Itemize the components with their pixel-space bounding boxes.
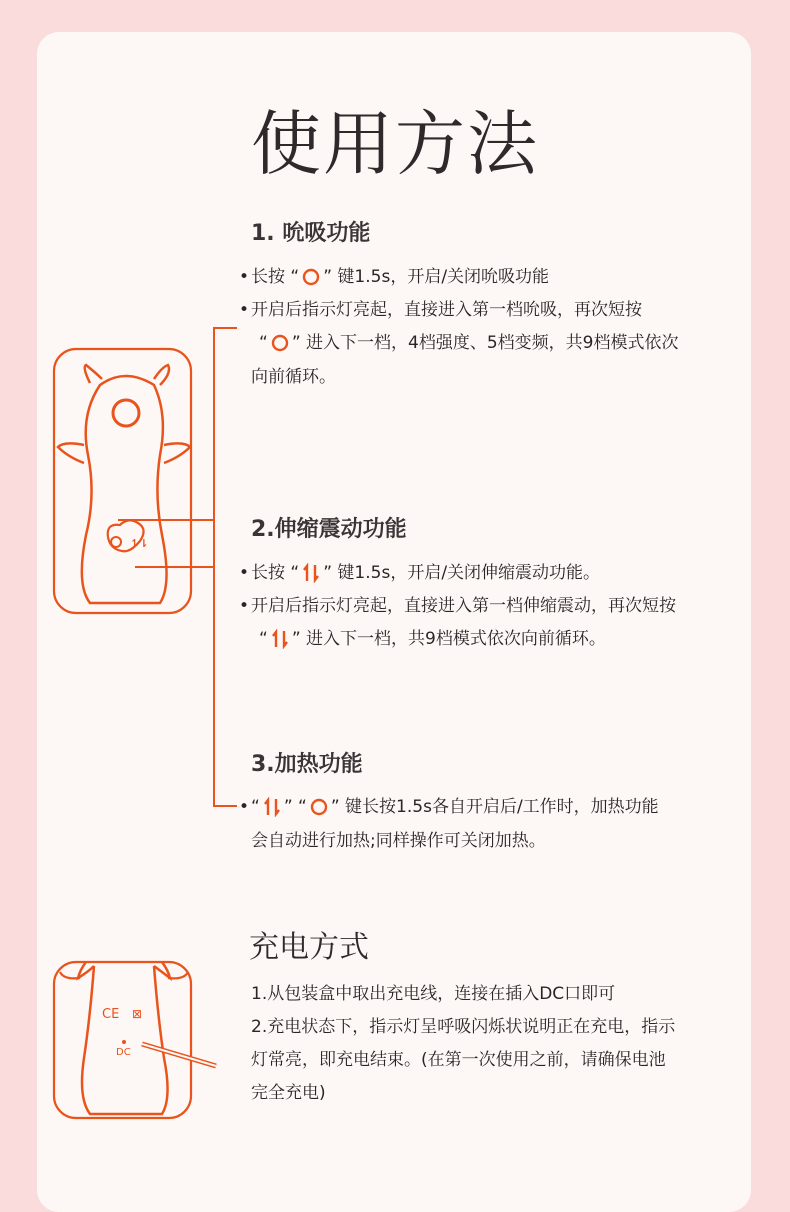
suction-line-1: • 长按 “ ” 键1.5s，开启/关闭吮吸功能 [251,265,549,289]
suction-line-2: • 开启后指示灯亮起，直接进入第一档吮吸，再次短按 [251,298,642,322]
svg-text:CE: CE [102,1007,120,1022]
bracket-mid-1 [118,519,214,521]
suction-line-4: 向前循环。 [251,367,336,387]
charging-heading: 充电方式 [249,930,369,965]
suction-line-3: “ ” 进入下一档，4档强度、5档变频，共9档模式依次 [259,333,679,353]
section-heading-vibration: 2.伸缩震动功能 [251,517,407,542]
bracket-top [213,327,237,329]
svg-text:⊠: ⊠ [132,1007,143,1021]
vibration-line-3: “ ” 进入下一档，共9档模式依次向前循环。 [259,629,606,649]
svg-text:↿⇂: ↿⇂ [130,537,149,550]
vibration-arrows-icon [302,563,320,583]
charging-line-2: 2.充电状态下，指示灯呈呼吸闪烁状说明正在充电，指示 [251,1017,676,1037]
suction-circle-icon [302,268,320,286]
charging-line-4: 完全充电) [251,1083,326,1103]
svg-text:DC: DC [116,1047,131,1058]
charging-device-illustration [50,958,220,1122]
heating-line-2: 会自动进行加热;同样操作可关闭加热。 [251,831,546,851]
bracket-mid-2 [135,566,214,568]
suction-circle-icon [271,334,289,352]
bracket-bottom [213,805,237,807]
suction-circle-icon [310,798,328,816]
vibration-arrows-icon [263,797,281,817]
device-illustration [50,345,200,617]
section-heading-heating: 3.加热功能 [251,752,363,777]
heating-line-1: • “ ” “ ” 键长按1.5s各自开启后/工作时，加热功能 [251,795,659,819]
vibration-line-1: • 长按 “ ” 键1.5s，开启/关闭伸缩震动功能。 [251,561,600,585]
vibration-line-2: • 开启后指示灯亮起，直接进入第一档伸缩震动，再次短按 [251,594,676,618]
section-heading-suction: 1. 吮吸功能 [251,221,371,246]
vibration-arrows-icon [271,629,289,649]
charging-line-3: 灯常亮，即充电结束。(在第一次使用之前，请确保电池 [251,1050,666,1070]
page-title: 使用方法 [251,103,539,185]
charging-line-1: 1.从包装盒中取出充电线，连接在插入DC口即可 [251,984,616,1004]
